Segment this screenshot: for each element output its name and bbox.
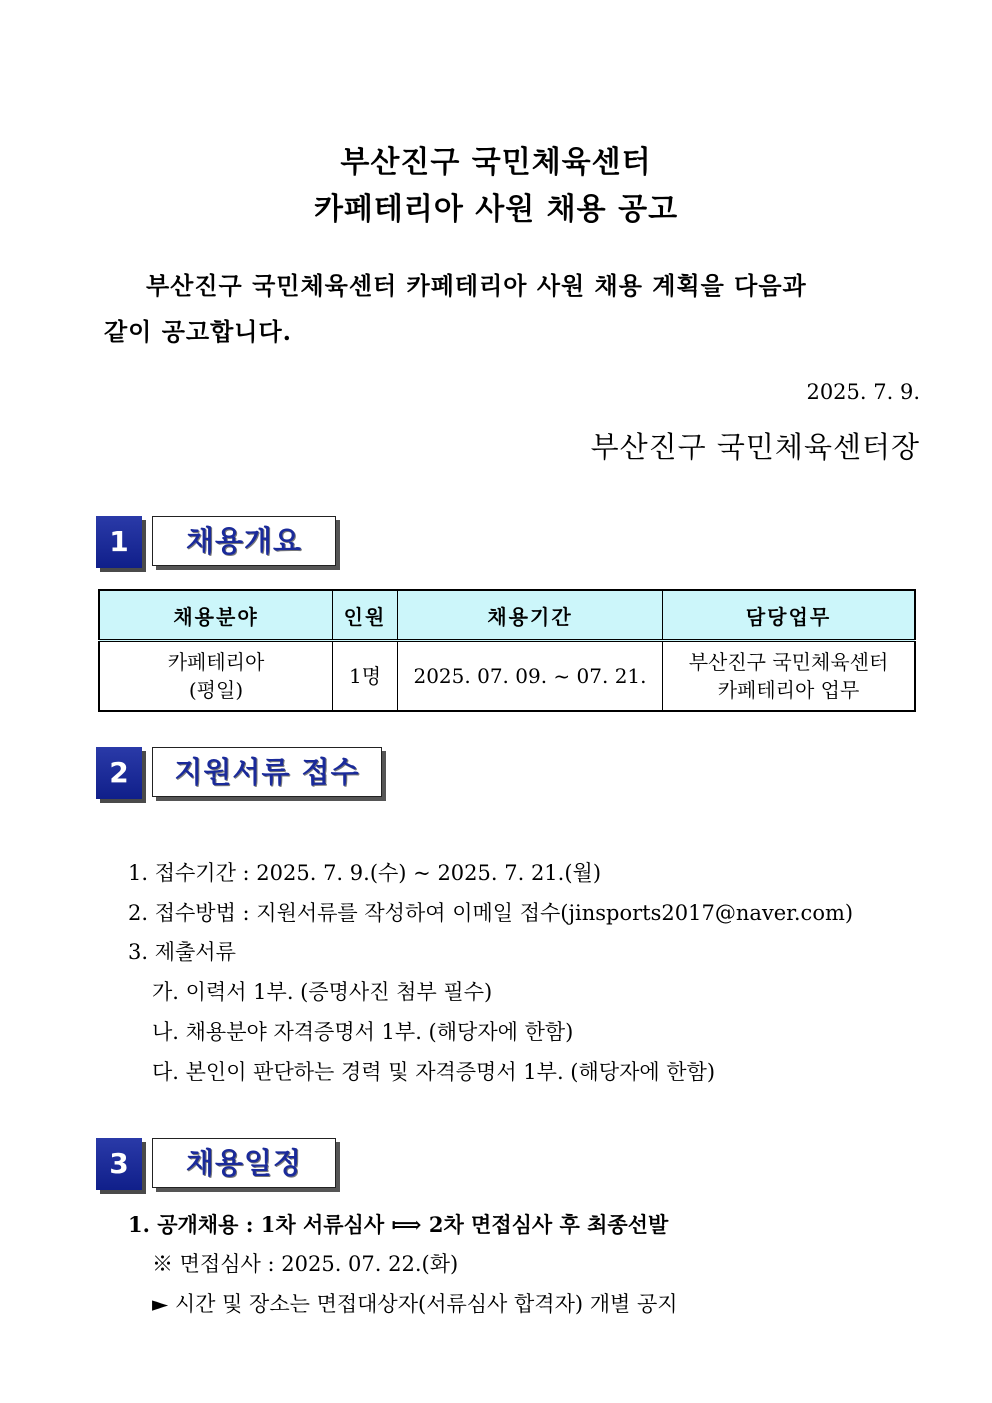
- cell-count: 1명: [333, 641, 398, 712]
- schedule-item-1: 1. 공개채용 : 1차 서류심사 ⟾ 2차 면접심사 후 최종선발: [128, 1212, 669, 1237]
- application-item-3: 3. 제출서류: [128, 940, 236, 964]
- intro-line-1: 부산진구 국민체육센터 카페테리아 사원 채용 계획을 다음과: [146, 271, 807, 300]
- section-2-number: 2: [96, 747, 142, 799]
- announcement-date: 2025. 7. 9.: [806, 380, 920, 404]
- title-line-1: 부산진구 국민체육센터: [340, 145, 652, 180]
- cell-field-line-1: 카페테리아: [167, 650, 265, 674]
- issuer: 부산진구 국민체육센터장: [590, 430, 920, 464]
- schedule-note-1: ※ 면접심사 : 2025. 07. 22.(화): [152, 1252, 459, 1276]
- section-3-title: 채용일정: [152, 1138, 336, 1188]
- application-item-2: 2. 접수방법 : 지원서류를 작성하여 이메일 접수(jinsports2017@naver.com): [128, 901, 854, 925]
- header-count: 인원: [333, 590, 398, 641]
- section-1-title: 채용개요: [152, 516, 336, 566]
- cell-field: [99, 641, 333, 712]
- overview-table: [98, 589, 916, 712]
- cell-duty-line-2: 카페테리아 업무: [717, 678, 860, 702]
- schedule-note-2: ► 시간 및 장소는 면접대상자(서류심사 합격자) 개별 공지: [152, 1292, 678, 1316]
- section-2-title: 지원서류 접수: [152, 747, 382, 797]
- cell-duty: [663, 641, 916, 712]
- header-field: 채용분야: [99, 590, 333, 641]
- application-sub-a: 가. 이력서 1부. (증명사진 첨부 필수): [152, 980, 493, 1004]
- section-3-number: 3: [96, 1138, 142, 1190]
- header-period: 채용기간: [398, 590, 663, 641]
- table-row: [99, 641, 915, 712]
- header-duty: 담당업무: [663, 590, 916, 641]
- cell-duty-line-1: 부산진구 국민체육센터: [688, 650, 889, 674]
- table-header-row: [99, 590, 915, 641]
- application-sub-c: 다. 본인이 판단하는 경력 및 자격증명서 1부. (해당자에 한함): [152, 1060, 716, 1084]
- intro-line-2: 같이 공고합니다.: [104, 317, 292, 346]
- title-line-2: 카페테리아 사원 채용 공고: [313, 192, 679, 227]
- cell-field-line-2: (평일): [188, 678, 244, 702]
- application-item-1: 1. 접수기간 : 2025. 7. 9.(수) ~ 2025. 7. 21.(월): [128, 861, 602, 885]
- application-sub-b: 나. 채용분야 자격증명서 1부. (해당자에 한함): [152, 1020, 574, 1044]
- cell-period: 2025. 07. 09. ~ 07. 21.: [398, 641, 663, 712]
- section-1-number: 1: [96, 516, 142, 568]
